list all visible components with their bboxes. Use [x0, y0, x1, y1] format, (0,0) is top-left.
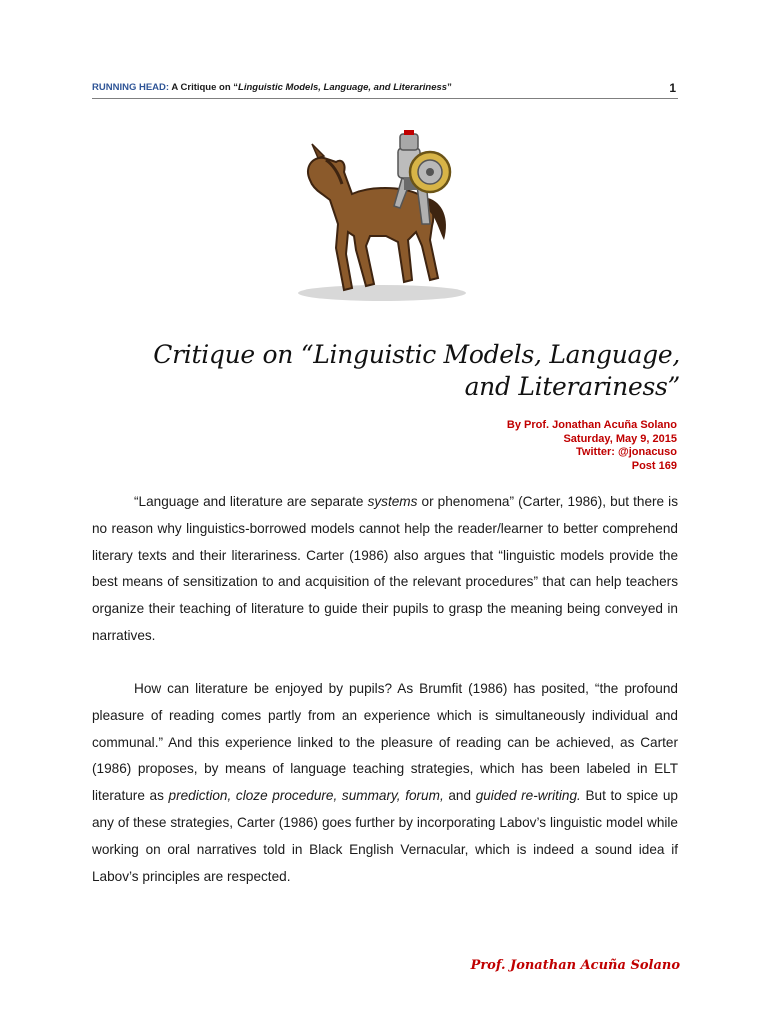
p2-emphasis-1: prediction, cloze procedure, summary, forum, — [168, 788, 444, 804]
p1-text-b: or phenomena” (Carter, 1986), but there is no reason why linguistics-borrowed models cannot help the reader/learner to better comprehend literary texts and their literariness. Carter (1986) also argues that “linguistic models provide the best means of sensitization to and acquisition of the relevant procedures” that can help teachers organize their teaching of literature to guide their pupils to grasp the meaning being conveyed in narratives. — [92, 494, 679, 643]
byline — [380, 419, 677, 473]
p1-emphasis: systems — [367, 494, 418, 509]
running-head-title-prefix: A Critique on “ — [171, 82, 239, 93]
running-head-title-suffix: ” — [447, 82, 452, 93]
byline-date: Saturday, May 9, 2015 — [563, 432, 677, 445]
p2-text-a: How can literature be enjoyed by pupils? As Brumfit (1986) has posited, “the profound pleasure of reading comes partly from an experience which is simultaneously individual and communal.” And this experience linked to the pleasure of reading can be achieved, as Carter (1986) proposes, by means of language teaching strategies, which has been labeled in ELT literature as — [92, 681, 678, 804]
p1-text-a: “Language and literature are separate — [134, 494, 368, 509]
knight-on-horse-image — [290, 128, 470, 306]
p2-text-c: But to spice up any of these strategies, Carter (1986) goes further by incorporating Labov’s linguistic model while working on oral narratives told in Black English Vernacular, which is indeed a sound idea if Labov’s principles are respected. — [92, 788, 678, 884]
running-head — [92, 82, 678, 98]
byline-twitter: Twitter: @jonacuso — [576, 446, 677, 458]
footer-signature: Prof. Jonathan Acuña Solano — [470, 958, 680, 973]
running-head-label: RUNNING HEAD: — [92, 82, 170, 93]
byline-post: Post 169 — [631, 459, 677, 472]
byline-author: By Prof. Jonathan Acuña Solano — [506, 419, 677, 431]
document-title-line-1: Critique on “Linguistic Models, Language, — [153, 340, 680, 369]
p2-text-b: and — [443, 788, 476, 804]
page-number: 1 — [669, 81, 676, 95]
document-title-line-2: and Literariness” — [464, 372, 680, 401]
p2-emphasis-2: guided re-writing. — [475, 788, 581, 804]
running-head-title: Linguistic Models, Language, and Literariness — [238, 82, 448, 93]
header-divider — [92, 98, 678, 99]
body-paragraph-2 — [92, 676, 678, 890]
body-paragraph-1 — [92, 489, 678, 650]
